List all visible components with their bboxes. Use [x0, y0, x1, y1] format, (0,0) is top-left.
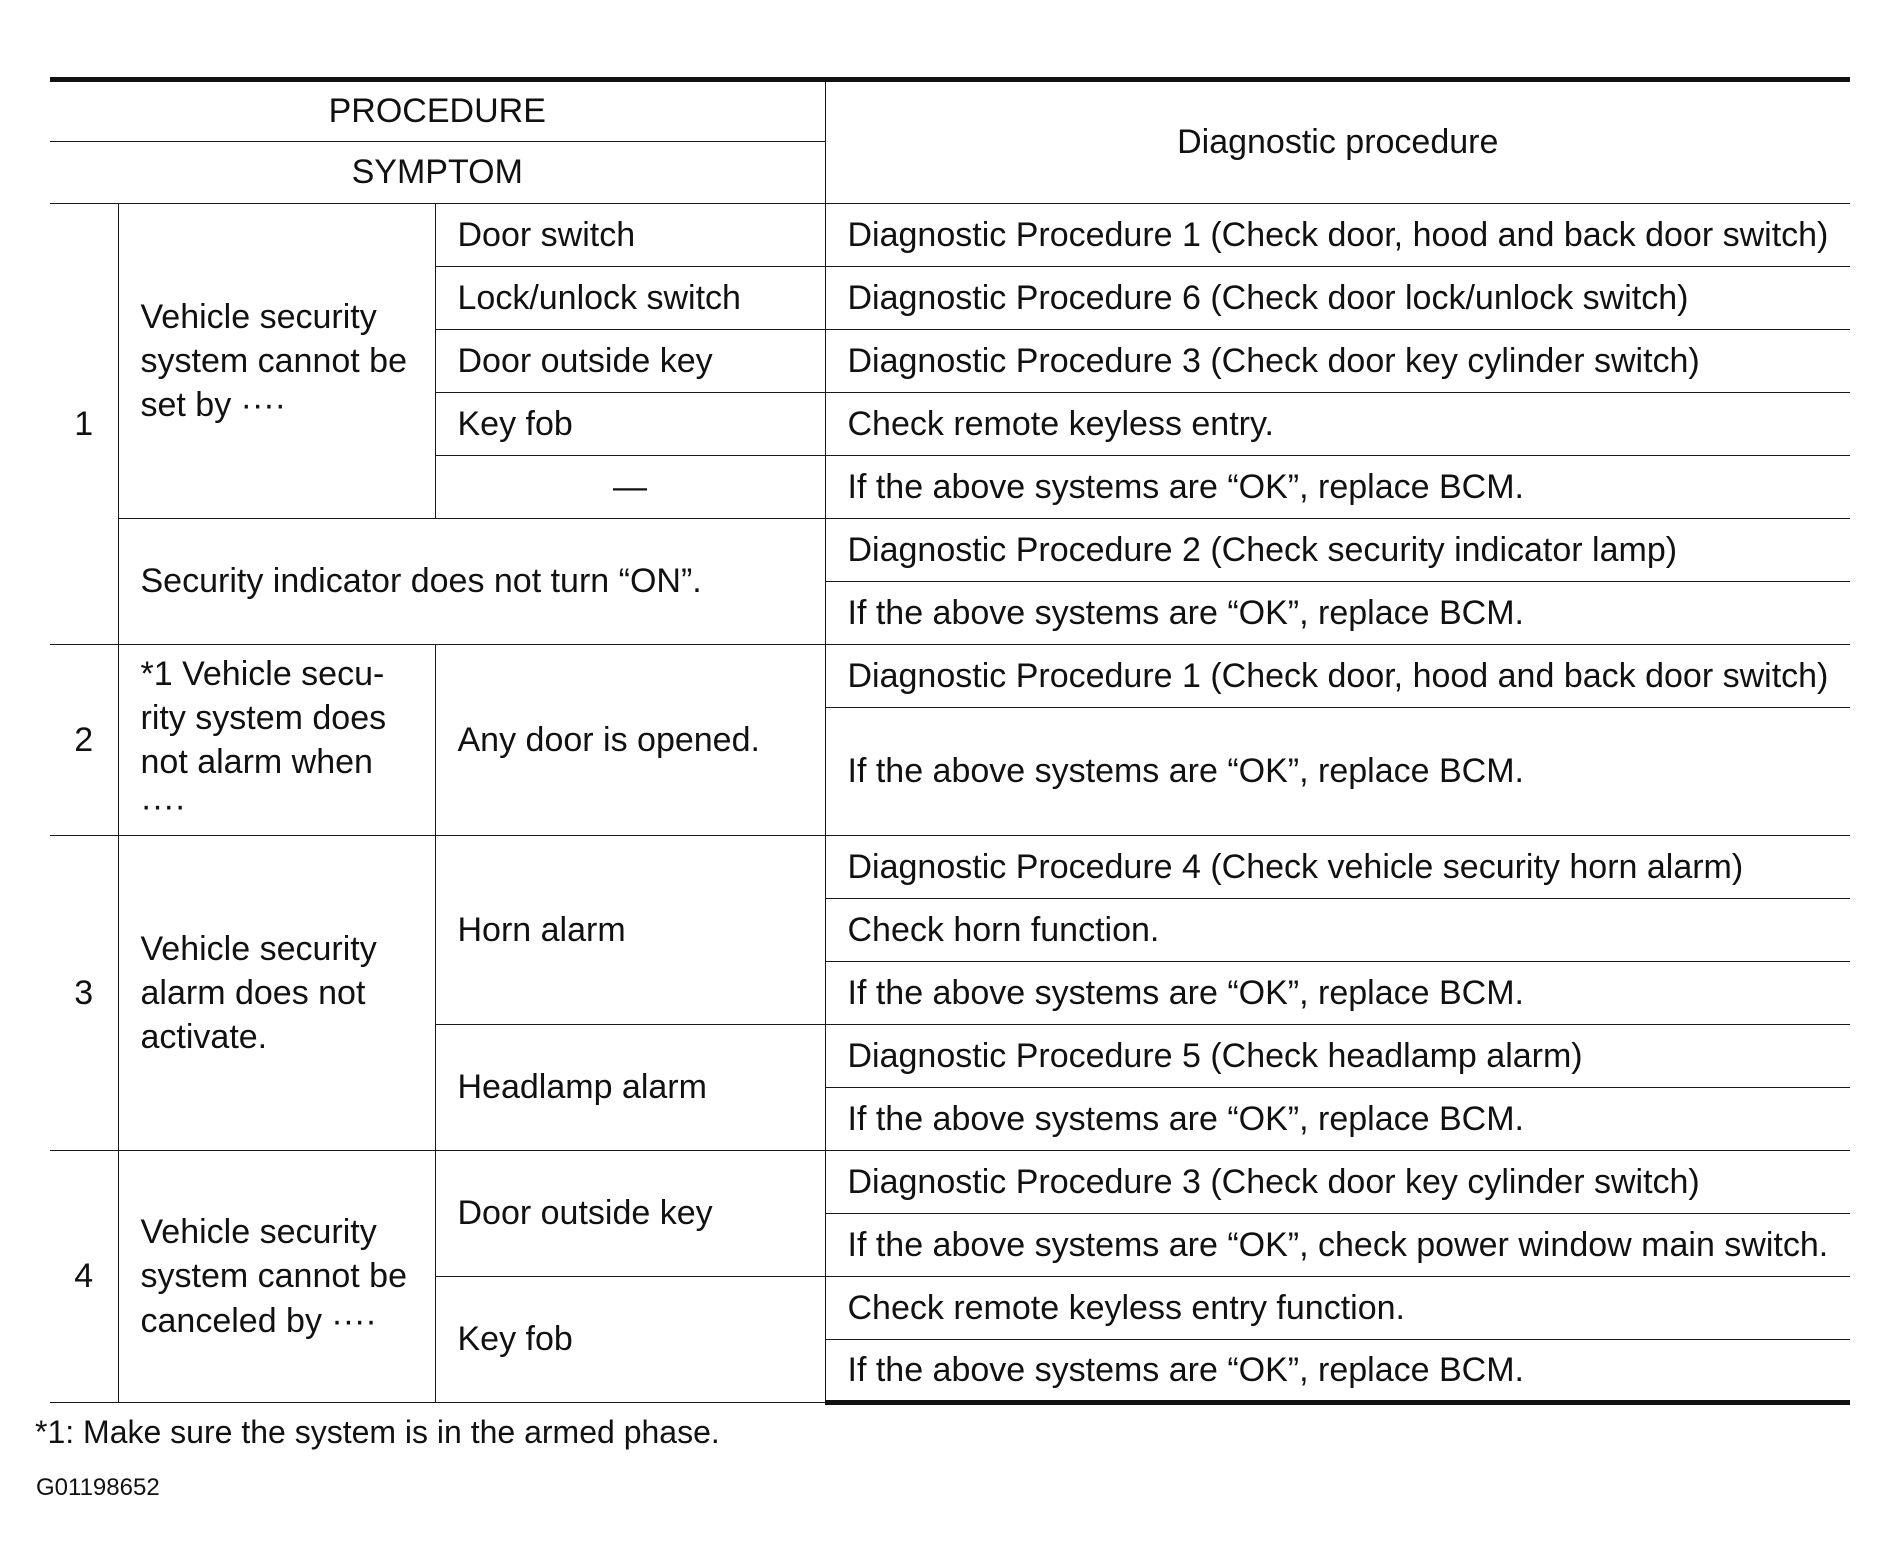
condition-cell: Lock/unlock switch: [435, 267, 825, 330]
group-number: 1: [50, 204, 118, 645]
header-row-procedure: [50, 80, 1850, 142]
procedure-cell: Diagnostic Procedure 3 (Check door key cylinder switch): [825, 1151, 1850, 1214]
procedure-cell: Diagnostic Procedure 1 (Check door, hood and back door switch): [825, 204, 1850, 267]
diagnostic-procedure-header: Diagnostic procedure: [825, 80, 1850, 204]
condition-cell: Headlamp alarm: [435, 1025, 825, 1151]
symptom-cell: Security indicator does not turn “ON”.: [118, 519, 825, 645]
procedure-cell: If the above systems are “OK”, replace BCM.: [825, 962, 1850, 1025]
condition-cell: Door outside key: [435, 330, 825, 393]
procedure-cell: If the above systems are “OK”, replace BCM.: [825, 456, 1850, 519]
procedure-cell: Check remote keyless entry function.: [825, 1277, 1850, 1340]
procedure-cell: Diagnostic Procedure 1 (Check door, hood and back door switch): [825, 645, 1850, 708]
procedure-cell: Diagnostic Procedure 6 (Check door lock/unlock switch): [825, 267, 1850, 330]
procedure-cell: If the above systems are “OK”, check power window main switch.: [825, 1214, 1850, 1277]
table-row: [50, 645, 1850, 708]
procedure-cell: If the above systems are “OK”, replace BCM.: [825, 708, 1850, 836]
table-row: [50, 1151, 1850, 1214]
diagnostic-table: [50, 77, 1850, 1405]
table-row: [50, 519, 1850, 582]
condition-cell: Key fob: [435, 1277, 825, 1403]
condition-cell: Key fob: [435, 393, 825, 456]
footnote: *1: Make sure the system is in the armed phase.: [35, 1414, 720, 1450]
group-number: 2: [50, 645, 118, 836]
procedure-header: PROCEDURE: [50, 80, 825, 142]
condition-cell: Horn alarm: [435, 836, 825, 1025]
table-row: [50, 204, 1850, 267]
condition-cell: Any door is opened.: [435, 645, 825, 836]
symptom-cell: Vehicle security system cannot be set by ····: [118, 204, 435, 519]
procedure-cell: Check remote keyless entry.: [825, 393, 1850, 456]
condition-cell: Door switch: [435, 204, 825, 267]
procedure-cell: Diagnostic Procedure 2 (Check security indicator lamp): [825, 519, 1850, 582]
table-row: [50, 836, 1850, 899]
symptom-cell: Vehicle security system cannot be canceled by ····: [118, 1151, 435, 1403]
procedure-cell: Check horn function.: [825, 899, 1850, 962]
condition-cell: —: [435, 456, 825, 519]
procedure-cell: If the above systems are “OK”, replace BCM.: [825, 1340, 1850, 1403]
group-number: 3: [50, 836, 118, 1151]
procedure-cell: If the above systems are “OK”, replace BCM.: [825, 582, 1850, 645]
procedure-cell: If the above systems are “OK”, replace BCM.: [825, 1088, 1850, 1151]
figure-id: G01198652: [36, 1474, 160, 1501]
symptom-header: SYMPTOM: [50, 142, 825, 204]
symptom-cell: *1 Vehicle secu-rity system does not alarm when ····: [118, 645, 435, 836]
condition-cell: Door outside key: [435, 1151, 825, 1277]
procedure-cell: Diagnostic Procedure 5 (Check headlamp alarm): [825, 1025, 1850, 1088]
procedure-cell: Diagnostic Procedure 4 (Check vehicle security horn alarm): [825, 836, 1850, 899]
group-number: 4: [50, 1151, 118, 1403]
symptom-cell: Vehicle security alarm does not activate.: [118, 836, 435, 1151]
procedure-cell: Diagnostic Procedure 3 (Check door key cylinder switch): [825, 330, 1850, 393]
